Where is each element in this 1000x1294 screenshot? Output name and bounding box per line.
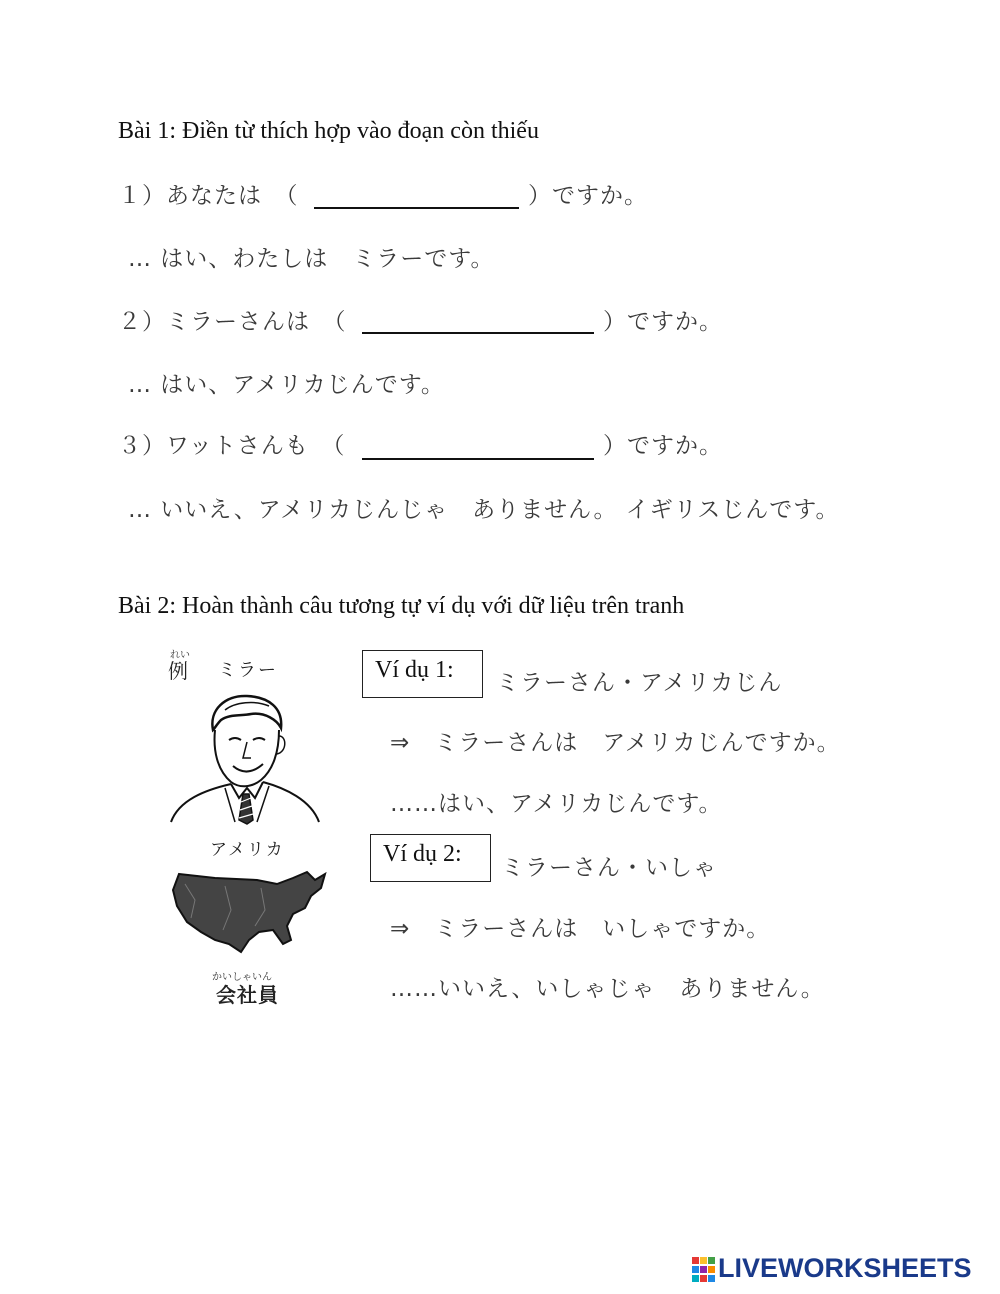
example-2-label: Ví dụ 2: xyxy=(370,834,491,882)
example-2-prompt: ミラーさん・いしゃ xyxy=(501,855,717,881)
question-2-end: ）ですか。 xyxy=(603,309,723,335)
example-1-question: ⇒ ミラーさんは アメリカじんですか。 xyxy=(390,730,841,756)
answer-input-1[interactable] xyxy=(314,180,523,208)
man-portrait-illustration xyxy=(165,690,325,825)
question-3: ３）ワットさんも （ xyxy=(118,433,346,459)
liveworksheets-logo: LIVEWORKSHEETS xyxy=(718,1253,972,1283)
answer-input-2[interactable] xyxy=(362,305,598,333)
picture-country: アメリカ xyxy=(210,840,285,860)
question-1-end: ）ですか。 xyxy=(528,183,648,209)
question-3-end: ）ですか。 xyxy=(603,433,723,459)
exercise2-heading: Bài 2: Hoàn thành câu tương tự ví dụ với dữ liệu trên tranh xyxy=(118,593,685,619)
usa-map-illustration xyxy=(165,860,333,960)
example-1-label: Ví dụ 1: xyxy=(362,650,483,698)
picture-name: ミラー xyxy=(218,660,278,681)
rei-kanji: 例 xyxy=(168,659,190,683)
exercise1-heading: Bài 1: Điền từ thích hợp vào đoạn còn thiếu xyxy=(118,118,539,144)
question-2: ２）ミラーさんは （ xyxy=(118,309,347,335)
job-furigana: かいしゃいん xyxy=(212,972,272,983)
answer-input-3[interactable] xyxy=(362,431,598,459)
example-2-question: ⇒ ミラーさんは いしゃですか。 xyxy=(390,916,771,942)
picture-job: 会社員 xyxy=(216,983,279,1007)
rei-furigana: れい xyxy=(170,650,190,661)
example-2-answer: ……いいえ、いしゃじゃ ありません。 xyxy=(390,976,825,1002)
answer-2: … はい、アメリカじんです。 xyxy=(128,372,445,398)
liveworksheets-logo-icon xyxy=(692,1257,716,1283)
answer-1: … はい、わたしは ミラーです。 xyxy=(128,246,495,272)
question-1: １）あなたは （ xyxy=(118,183,299,209)
answer-3: … いいえ、アメリカじんじゃ ありません。 イギリスじんです。 xyxy=(128,497,840,523)
example-1-answer: ……はい、アメリカじんです。 xyxy=(390,791,723,817)
example-1-prompt: ミラーさん・アメリカじん xyxy=(496,670,783,696)
